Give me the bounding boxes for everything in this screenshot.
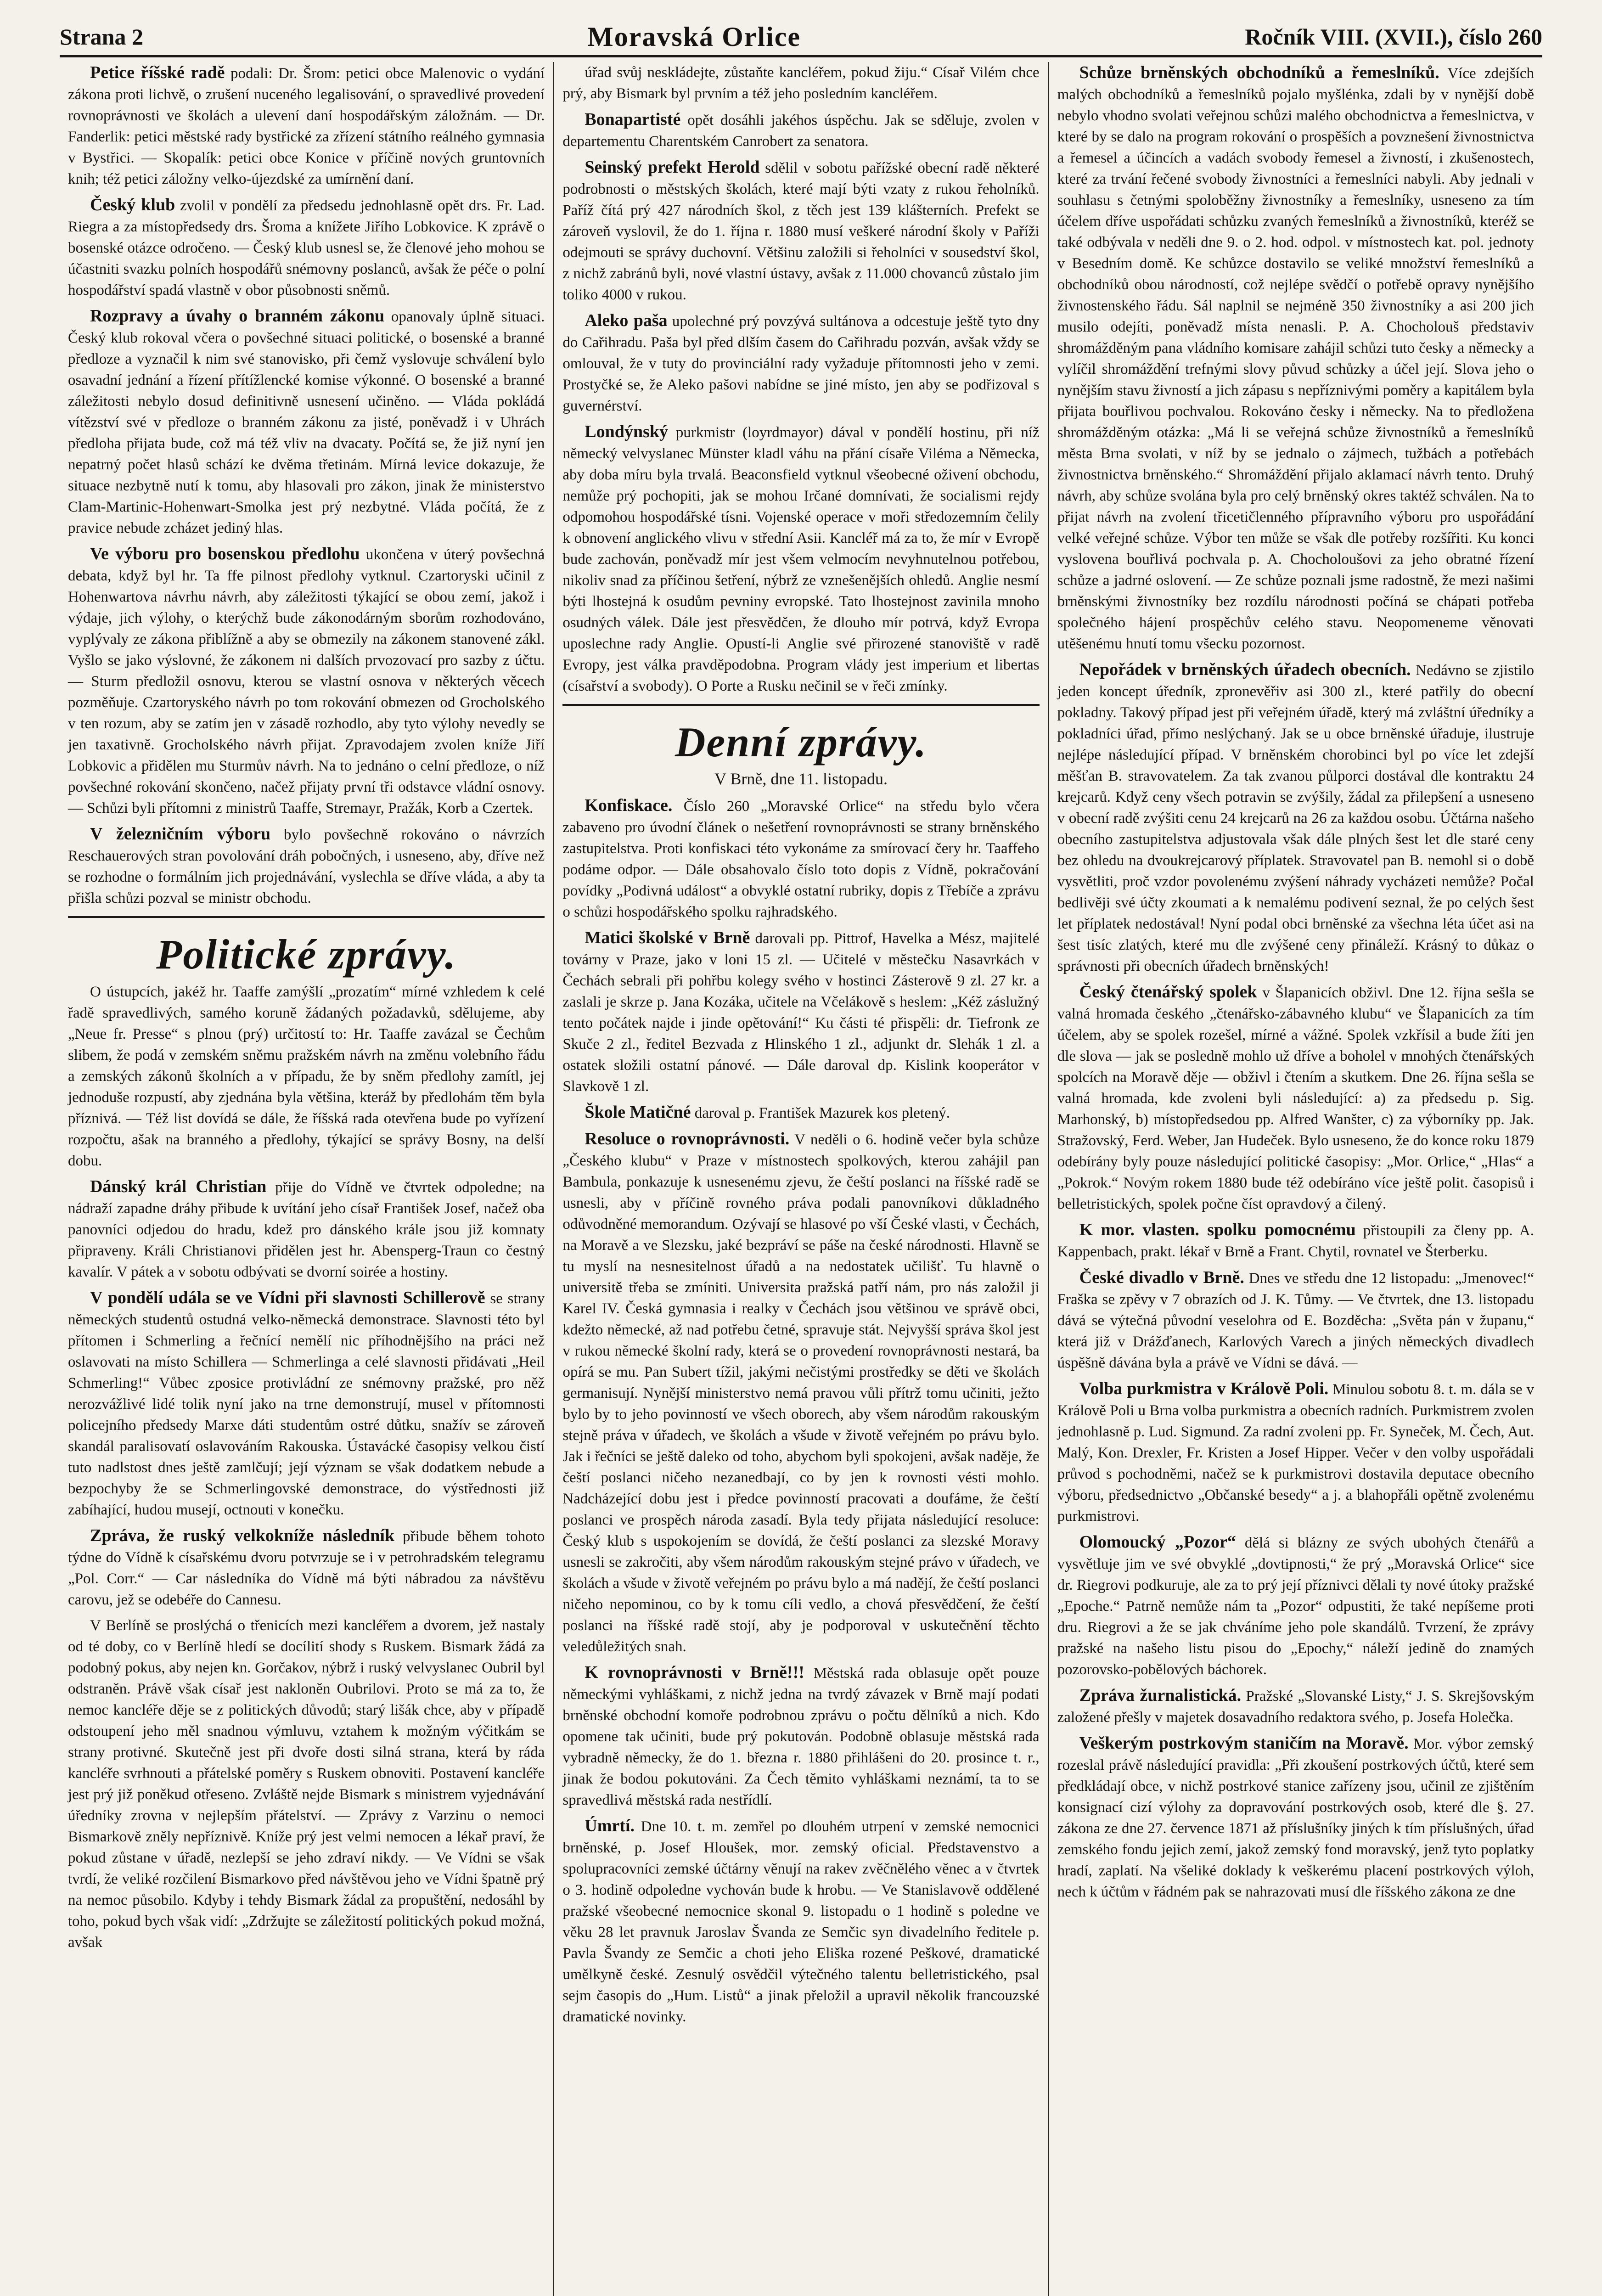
- article-text: Číslo 260 „Moravské Orlice“ na středu bylo včera zabaveno pro úvodní článek o nešetření rovnoprávnosti se strany brněnského zastupitelstva. Proti konfiskaci této vykonáme za smírovací čery hr. Taaffeho podáme odpor. — Dále obsahovalo číslo toto dopis z Vídně, pokračování povídky „Podivná událost“ a obvyklé ostatní rubriky, dopis z Třebíče a zprávu o schůzi hospodářského spolku rajhradského.: [562, 798, 1040, 920]
- article-paragraph: [1057, 62, 1534, 654]
- article-headline: Bonapartisté: [585, 110, 681, 129]
- article-headline: Aleko paša: [585, 311, 668, 330]
- article-text: přistoupili za členy pp. A. Kappenbach, prakt. lékař v Brně a Frant. Chytil, rovnatel ve Šterberku.: [1057, 1222, 1534, 1260]
- article-paragraph: [68, 981, 545, 1171]
- section-rule: [68, 916, 545, 918]
- article-headline: Schůze brněnských obchodníků a řemeslníků.: [1079, 63, 1439, 82]
- article-headline: Zpráva, že ruský velkokníže následník: [90, 1526, 395, 1545]
- article-paragraph: [562, 1128, 1039, 1657]
- dateline: V Brně, dne 11. listopadu.: [714, 770, 888, 788]
- article-text: Dnes ve středu dne 12 listopadu: „Jmenovec!“ Fraška se zpěvy v 7 obrazích od J. K. Tůmy. — Ve čtvrtek, dne 13. listopadu dává se výtečná původní veselohra od E. Bozděcha: „Světa pán v županu,“ která již v Drážďanech, Karlových Varech a jiných německých divadlech úspěšně dávána byla a právě ve Vídni se dává. —: [1057, 1270, 1534, 1371]
- article-text: Dne 10. t. m. zemřel po dlouhém utrpení v zemské nemocnici brněnské, p. Josef Hloušek, mor. zemský oficial. Představenstvo a spolupracovníci zemské účtárny věnují na rakev zvěčnělého věnec a v čtvrtek o 3. hodině odpoledne vychován bude k hrobu. — Ve Stanislavově oddělené pražské všeobecné nemocnice skonal 9. listopadu o 1 hodině s poledne ve věku 28 let pravnuk Jaroslav Švanda ze Semčic syn divadelního ředitele p. Pavla Švandy ze Semčic a choti jeho Eliška rozené Peškové, dramatické umělkyně české. Zesnulý osvědčil výtečného talentu belletristického, psal sejm časopis do „Hum. Listů“ a jinak přeložil a upravil několik francouzské dramatické novinky.: [562, 1818, 1040, 2025]
- article-headline: Úmrtí.: [585, 1816, 635, 1835]
- article-text: V neděli o 6. hodině večer byla schůze „Českého klubu“ v Praze v místnostech spolkových, kterou zahájil pan Bambula, ponkazuje k usnesenému zjevu, že čeští poslanci na říšské radě se usnesli, aby v příčině rovného práva podali panovníkovi důkladného odůvodněné memorandum. Ozývají se hlasové po vší České vlasti, v Čechách, na Moravě a ve Slezsku, jaké bezpráví se páše na české národnosti. Hlavně se tu myslí na nesnesitelnost úřadů a na nedostatek učilišť. Tu hlavně o universitě třeba se zmíniti. Universita pražská patří nám, pro nás založil ji Karel IV. Česká gymnasia i realky v Čechách jsou většinou ve správě obci, kdežto německé, až nad potřebu četné, spravuje stát. Nejvyšší správa škol jest v rukou německé školní rady, která se o provedení rovnoprávnosti nestará, ba opírá se mu. Pan Subert tížil, jakými nečistými prostředky se děti ve školách germanisují. Nynější ministerstvo nemá pravou vůli přítrž tomu učiniti, ježto bylo by to jeho povinností ve všech oborech, aby všem národům rakouským stejně práva v úřadech, ve školách a všude v životě veřejném po právu bylo. Jak i řečníci se ještě daleko od toho, abychom byli spokojeni, avšak naděje, že čeští poslanci ničeho nezanedbají, co by jen k rovnosti vésti mohlo. Nadcházející dobu jest i předce povinností pracovati a doufáme, že čeští poslanci ve prospěch národa zasadí. Byla tedy přijata následující resoluce: Český klub s uspokojením se dovídá, že čeští poslanci za slezské Moravy usnesli se zakročiti, aby všem národům rakouským stejné právo v úřadech, ve školách a všude v životě veřejném po právu bylo a má nadějí, že čeští poslanci ničeho nepominou, co by k tomu cíli vedlo, a chová přesvědčení, že čeští poslanci na říšské radě stojí, aby je podporoval v uskutečnění těchto veledůležitých snah.: [562, 1131, 1040, 1655]
- article-headline: Veškerým postrkovým staničím na Moravě.: [1079, 1733, 1409, 1753]
- article-headline: Konfiskace.: [585, 796, 673, 815]
- column-2: [554, 62, 1047, 2296]
- article-paragraph: [562, 795, 1039, 923]
- article-headline: Rozpravy a úvahy o branném zákonu: [90, 306, 385, 326]
- article-text: darovali pp. Pittrof, Havelka a Mész, majitelé továrny v Praze, jako v loni 15 zl. — Učitelé v městečku Nasavrkách v Čechách sebrali při pohřbu kolegy svého v hostinci Zásterově 9 zl. 27 kr. a zaslali je skrze p. Jana Kozáka, učitele na Včelákově s heslem: „Kéž záslužný tento počátek najde i jinde opětování!“ Ku části té přispěli: dr. Tiefronk ze Skuče 2 zl., ředitel Bezvada z Hlinského 1 zl., adjunkt dr. Slehák 1 zl. a ostatek složili ostatní pánové. — Dále daroval dp. Kislink kooperátor v Slavkově 1 zl.: [562, 930, 1040, 1095]
- article-text: zvolil v pondělí za předsedu jednohlasně opět drs. Fr. Lad. Riegra a za místopředsedy drs. Šroma a knížete Jiřího Lobkovice. K zprávě o bosenské otázce odročeno. — Český klub usnesl se, že členové jeho mohou se účastniti svazku polních hospodářů snémovny poslanců, avšak že péče o polní hospodářství spadá vlastně v obor působnosti sněmů.: [68, 197, 545, 298]
- page-header: [60, 18, 1542, 57]
- article-headline: Dánský král Christian: [90, 1177, 267, 1196]
- article-text: Pražské „Slovanské Listy,“ J. S. Skrejšovským založené přešly v majetek dosavadního redaktora svého, p. Josefa Holečka.: [1057, 1688, 1534, 1726]
- article-text: dělá si blázny ze svých ubohých čtenářů a vysvětluje jim ve své obvyklé „dovtipnosti,“ že prý „Moravská Orlice“ sice dr. Riegrovi podkuruje, ale za to prý její příznivci dělali ty nové útoky pražské „Epoche.“ Patrně nemůže nám ta „Pozor“ odpustiti, že také nepíšeme proti dru. Riegrovi a že se jak chváníme jeho pole skandálů. Tvrzení, že zprávy pražské na našeho listu pisou do „Epochy,“ náleží jedině do znamých pozorovsko-pobělových báchorek.: [1057, 1535, 1534, 1678]
- article-paragraph: [68, 1615, 545, 1953]
- article-headline: Matici školské v Brně: [585, 928, 750, 947]
- article-text: v Šlapanicích obživl. Dne 12. října sešla se valná hromada českého „čtenářsko-zábavného klubu“ ve Šlapanicích za tím účelem, aby se spolek rozešel, mírné a vážné. Spolek vzkřísil a bude žíti jen dle slova — jak se posledně mohlo už dříve a boholel v mnohých čtenářských spolcích na Moravě děje — obživl i čtením a skutkem. Dne 26. října sešla se valná hromada, kde zvoleni byli následující: a) za předsedu p. Sig. Marhonský, b) místopředsedou pp. Alfred Wanšter, c) za výborníky pp. Jak. Stražovský, Ferd. Weber, Jan Hudeček. Bylo usneseno, že do konce roku 1879 odebírány byly pouze následující politické časopisy: „Mor. Orlice,“ „Hlas“ a „Pokrok.“ Novým rokem 1880 bude též odebíráno více ještě polit. časopisů i belletristických, spolek počne číst opravdový a čilený.: [1057, 985, 1534, 1212]
- article-paragraph: [68, 305, 545, 539]
- article-headline: Nepořádek v brněnských úřadech obecních.: [1079, 660, 1411, 679]
- article-paragraph: [562, 1662, 1039, 1811]
- issue-info: Ročník VIII. (XVII.), číslo 260: [1245, 24, 1542, 50]
- columns: [60, 62, 1542, 2296]
- section-rule: [562, 704, 1039, 706]
- article-text: O ústupcích, jakéž hr. Taaffe zamýšlí „prozatím“ mírné vzhledem k celé řadě spravedlivých, samého koruně žádaných požadavků, sdělujeme, aby „Neue fr. Presse“ s plnou (prý) určitostí to: Hr. Taaffe zavázal se Čechům slibem, že podá v zemském sněmu pražském návrh na změnu volebního řádu a zemských zákonů školních a v případu, že by sněm předlohy zamítl, jej jednoduše rozpustí, aby zjednána byla většina, kteráž by předlohám těm byla příznivá. — Též list dovídá se dále, že říšská rada otevřena bude po vyřízení rozpočtu, ašak na branného a předlohy, týkající se správy Bosny, na delší dobu.: [68, 984, 545, 1169]
- article-text: Více zdejších malých obchodníků a řemeslníků pojalo myšlénka, zdali by v nynější době nebylo vhodno svolati veřejnou schůzi malého obchodnictva a řemeslnictva, v které by se dalo na program rokování o prospěších a povznešení živnostnictva a řemesel a účincích a vadách svobody řemesel a živností, i zkušenostech, které za trvání řečené svobody živnostníci a řemeslníci nabyli. Aby jednali v souhlasu s četnými spoloběžny živnostníky a řemeslníky, usneseno za tím účelem dříve uspořádati schůzku zvaných řemeslníků a živnostníků, kteréž se také odbývala v neděli dne 9. o 2. hod. odpol. v místnostech kat. pol. jednoty v Besedním domě. Ke schůzce dostavilo se veliké množství řemeslníků a obchodníků obou národností, což nejlépe svědčí o potřebě opravy nynějšího živnostenského řádu. Sál naplnil se nejméně 350 živnostníky a asi 200 jich musilo odejíti, poněvadž místa nenasli. P. A. Chocholouš představiv shromážděným pana vládního komisare zahájil schůzi tuto česky a německy a vylíčil shromáždění trefnými slovy půvud schůzky a účel její. Slova jeho o nynějším stavu živností a jich zápasu s nepříznivými poměry a kapitálem byla přijata bouřlivou pochvalou. Rokováno česky i německy. Na to předložena shromážděným otázka: „Má li se veřejná schůze živnostníků a řemeslníků města Brna svolati, v níž by se jednalo o zájmech, tužbách a potřebách živnostnictva brněnského.“ Shromáždění přijalo aklamací návrh tento. Druhý návrh, aby schůze svolána byla pro celý brněnský okres taktéž schválen. Na to přijat návrh na zvolení třicetičlenného přípravního výboru pro uspořádání velké veřejné schůze. Výbor ten může se však dle potřeby rozšířiti. Ku konci vyslovena bouřlivá pochvala p. A. Chocholoušovi za jeho obratné řízení schůze a jadrné oslovení. — Ze schůze poznali jsme radostně, že mezi našimi brněnskými živnostníky bez rozdílu národnosti počíná se chápati potřeba společného hájení prospěchův celého stavu. Neopomeneme věnovati utěšenému hnutí tomu všecku pozornost.: [1057, 65, 1534, 652]
- article-text: upolechné prý povzývá sultánova a odcestuje ještě tyto dny do Cařihradu. Paša byl před dlším časem do Cařihradu pozván, avšak vždy se omlouval, že v tuty do provinciální rady vyžaduje přítomnosti jeho v zemi. Prostyčké se, že Aleko pašovi nabídne se jiné místo, jen aby se podřizoval s guvernérství.: [562, 313, 1040, 414]
- article-paragraph: [562, 157, 1039, 305]
- page-number: Strana 2: [60, 24, 143, 50]
- article-text: úřad svůj neskládejte, zůstaňte kancléřem, pokud žiju.“ Císař Vilém chce prý, aby Bismark byl prvním a též jeho posledním kancléřem.: [562, 64, 1040, 102]
- article-headline: Český čtenářský spolek: [1079, 982, 1257, 1002]
- article-text: daroval p. František Mazurek kos pletený.: [694, 1105, 950, 1121]
- article-paragraph: [1057, 1378, 1534, 1527]
- article-text: purkmistr (loyrdmayor) dával v pondělí hostinu, při níž německý velvyslanec Münster kladl váhu na přání císaře Viléma a Německa, aby doba míru byla trvalá. Beaconsfield vytknul všeobecné oživení obchodu, nemůže prý pochopiti, jak se mohou Irčané domnívati, že socialismi rejdy odpomohou hospodářské tísni. Vojenské operace v moři středozemním čelily k obnovení anglického vlivu v střední Asii. Kancléř má za to, že mír v Evropě bude zachován, poněvadž mír jest všem velmocím nevyhnutelnou potřebou, nikoliv snad za příčinou šetření, nýbrž ze vznešenějších ohledů. Anglie nesmí býti lhostejná k osudům pevniny evropské. Tato lhostejnost zavinila mnoho osudných válek. Dále jest přesvědčen, že dlouho mír potrvá, když Evropa uposlechne rady Anglie. Opustí-li Anglie své přirozené stanoviště v radě Evropy, jest válka pravděpodobna. Program vlády jest imperium et libertas (císařství a svobody). O Porte a Rusku nečinil se v řeči zmínky.: [562, 424, 1040, 694]
- article-paragraph: [68, 823, 545, 909]
- column-1: [60, 62, 553, 2296]
- article-headline: Český klub: [90, 195, 175, 214]
- section-heading: Politické zprávy.: [156, 931, 457, 978]
- article-paragraph: [562, 109, 1039, 152]
- article-text: opanovaly úplně situaci. Český klub rokoval včera o povšechné situaci politické, o bosenské a branné předloze a vyznačil k nim své stanovisko, při čemž vyslovuje schválení bylo osavadní jednání a řízení přítížlencké komise výkonné. O bosenské a branné záležitosti nebylo dosud definitivně usnesení učiněno. — Vláda pokládá vítězství své v předloze o branném zákonu za jisté, poněvadž i v Uhrách předloha přijata bude, což má též vliv na dvacaty. Počítá se, že již nyní jen nepatrný počet hlasů schází ke dvěma třetinám. Mírná levice dokazuje, že situace nezbytně nutí k tomu, aby hlasovali pro zákon, jinak že ministerstvo Clam-Martinic-Hohenwart-Smolka jest prý nezbytné. Vláda počítá, že z pravice nebude zcházet jediný hlas.: [68, 309, 545, 536]
- article-text: V Berlíně se proslýchá o třenicích mezi kancléřem a dvorem, jež nastaly od té doby, co v Berlíně hledí se docílití shody s Ruskem. Bismark žádá za podobný pokus, aby nejen kn. Gorčakov, nýbrž i ruský velvyslanec Oubril byl odstraněn. Právě však císař jest nakloněn Oubrilovi. Proto se má za to, že nemoc kancléře děje se z politických důvodů; starý lišák chce, aby v případě odstoupení jeho měl snadnou výmluvu, vztahem k možným výčitkám se strany protivné. Skutečně jest při dvoře dosti silná strana, která by ráda kancléře svrhnouti a přátelské poměry s Ruskem obnoviti. Postavení kancléře jest prý již poněkud otřeseno. Zvláště nejde Bismark s ministrem vyjednávání úředníky zrovna v nejlepším přátelství. — Zprávy z Varzinu o nemoci Bismarkově zněly nepříznivě. Kníže prý jest velmi nemocen a lékař praví, že pokud zůstane v úřadě, nezlepší se jeho zdraví nikdy. — Ve Vídni se však tvrdí, že veliké rozčilení Bismarkovo před návštěvou jeho ve Vídni špatně prý na nemoc působilo. Kdyby i tehdy Bismark žádal za propuštění, nedosáhl by toho, pokud bych však vidí: „Zdržujte se záležitostí politických pokud možná, avšak: [68, 1617, 545, 1951]
- article-text: bylo povšechně rokováno o návrzích Reschauerových stran povolování dráh pobočných, i usneseno, aby, dříve než se rozhodne o formálním jich projednávání, vyslechla se dříve vláda, a aby ta přišla schůzi pozval se ministr obchodu.: [68, 827, 545, 906]
- article-headline: K mor. vlasten. spolku pomocnému: [1079, 1220, 1356, 1239]
- article-headline: České divadlo v Brně.: [1079, 1268, 1244, 1287]
- article-paragraph: [1057, 1733, 1534, 1902]
- article-paragraph: [68, 543, 545, 819]
- article-text: podali: Dr. Šrom: petici obce Malenovic o vydání zákona proti lichvě, o zrušení nuceného legalisování, o spravedlivé provedení rovnoprávnosti ve školách a ulevení daní hospodářským záložnám. — Dr. Fanderlik: petici městské rady bystřické za zřízení státního reálného gymnasia v Bystřici. — Skopalík: petici obce Konice v příčině nových gruntovních knih; též petici záložny velko-újezdské za umírnění daní.: [68, 65, 545, 187]
- article-paragraph: [562, 1815, 1039, 2027]
- article-text: přije do Vídně ve čtvrtek odpoledne; na nádraží zapadne dráhy přibude k uvítání jeho císař František Josef, načež oba panovníci odjedou do hradu, kdež pro dánského krále jsou již komnaty připraveny. Králi Christianovi přidělen jest hr. Abensperg-Traun co čestný kavalír. V pátek a v sobotu odbývati se dvorní soirée a hostiny.: [68, 1179, 545, 1280]
- article-paragraph: [562, 62, 1039, 104]
- article-paragraph: [562, 1102, 1039, 1124]
- article-headline: Seinský prefekt Herold: [585, 158, 760, 177]
- article-headline: Zpráva žurnalistická.: [1079, 1686, 1242, 1705]
- article-text: Mor. výbor zemský rozeslal právě následující pravidla: „Při zkoušení postrkových účtů, které sem předkládají obce, v nichž postrkové stanice zařízeny jsou, učinil ze zjištěním konsignací cizí výlohy za dopravování postrkových osob, které dle §. 27. zákona ze dne 27. července 1871 až příslušníky jiných k tím příslušných, úřad zemského fondu jejich zemí, jakož zemský fond moravský, jenž tyto poplatky hradí, zaplatí. Na všeliké doklady k veškerému placení postrkových výloh, nech k účtům v řádném pak se nahrazovati musí dle říšského zákona ze dne: [1057, 1736, 1534, 1900]
- article-paragraph: [562, 310, 1039, 416]
- section-heading: Denní zprávy.: [675, 719, 927, 765]
- article-headline: Ve výboru pro bosenskou předlohu: [90, 544, 360, 563]
- article-text: sdělil v sobotu pařížské obecní radě některé podrobnosti o městských školách, které mají býti vzaty z rukou řeholníků. Paříž čítá prý 427 národních škol, z těch jest 139 klášterních. Prefekt se zároveň vyslovil, že do 1. října r. 1880 musí veškeré národní školy v Paříži odejmouti se správy duchovní. Většinu založili si řeholníci v sousedství škol, z nichž zabránů byli, nové vlastní ústavy, avšak z 11.000 chovanců zůstalo jim toliko 4000 v rukou.: [562, 160, 1040, 303]
- article-paragraph: [562, 421, 1039, 697]
- article-headline: Škole Matičné: [585, 1103, 691, 1122]
- article-paragraph: [1057, 1531, 1534, 1680]
- article-headline: V pondělí udála se ve Vídni při slavnosti Schillerově: [90, 1288, 485, 1307]
- newspaper-title: Moravská Orlice: [587, 21, 801, 52]
- article-headline: Londýnský: [585, 422, 668, 441]
- article-paragraph: [68, 194, 545, 301]
- article-text: Městská rada oblasuje opět pouze německými vyhláškami, z nichž jedna na tvrdý závazek v Brně mají podati brněnské obchodní komoře podrobnou zprávu o počtu dělníků a nich. Kdo opomene tak učiniti, bude prý pokutován. Podobně oblasuje městská rada vybradně německy, že do 1. března r. 1880 přihlášeni do 20. prosince t. r., jinak že bodou pokutováni. Za Čech těmito vyhláškami neznámí, ta to se spravedlivá městská rada nestřídlí.: [562, 1665, 1040, 1808]
- article-paragraph: [68, 1287, 545, 1520]
- article-paragraph: [68, 62, 545, 190]
- article-paragraph: [1057, 981, 1534, 1215]
- article-headline: Olomoucký „Pozor“: [1079, 1532, 1236, 1552]
- article-paragraph: [562, 927, 1039, 1097]
- article-text: se strany německých studentů ostudná velko-německá demonstrace. Slavnosti této byl přítomen i Schmerling a řečnící nemělí nic příhodnějšího na práci než oslavovati na místo Schillera — Schmerlinga a celé slavnosti přidávati „Heil Schmerling!“ Vůbec zposice protivládní ze snémovny pražské, pro něž nerozvážlivé lidé tolik nyní jako na trne demonstrují, musel v přítomnosti policejního předsedy Marxe dáti studentům ostré důtku, snažív se zároveň skandál paralisovatí oslavováním Rakouska. Ústavácké časopisy velkou čistí tuto nadlstost dnes ještě zamlčují; její význam se však dodatkem nebude a bezpochyby že se Schmerlingovské demonstrace, do výstřednosti již zabíhající, hudou musejí, octnouti v konečku.: [68, 1290, 545, 1518]
- article-text: ukončena v úterý povšechná debata, když byl hr. Ta ffe pilnost předlohy vytknul. Czartoryski učinil z Hohenwartova návrhu návrh, aby záležitosti týkající se obou zemí, jakož i výdaje, jich výlohy, o kterýchž bude zákonodárným sborům rozhodováno, vyplývaly ze zákona přiblížně a aby se obmezily na zákonem stanovené zákl. Vyšlo se jako výslovné, že zákonem ni dalších prvozovací pro sazby z účtu. — Sturm předložil osnovu, kterou se vlastní osnova v některých věcech pozměňuje. Czartoryského návrh po tom rokování obmezen od Grocholského v ten rozum, aby se zatím jen v zásadě rozhodlo, aby tyto výlohy nevedly se jen taxativně. Grocholského návrh přijat. Zpravodajem zvolen kníže Jiří Lobkovic a přidělen mu Sturmův návrh. Na to jednáno o celní předloze, o níž povšechné rokování skončeno, načež přijaty první tři odstavce vládní osnovy. — Schůzi byli přítomni z ministrů Taaffe, Stremayr, Pražák, Korb a Czertek.: [68, 546, 545, 816]
- article-headline: Volba purkmistra v Králově Poli.: [1079, 1379, 1329, 1398]
- article-text: opět dosáhli jakéhos úspěchu. Jak se sděluje, zvolen v departementu Charentském Canrobert za senatora.: [562, 112, 1040, 150]
- article-text: Nedávno se zjistilo jeden koncept úředník, zpronevěřiv asi 300 zl., které patřily do obecní pokladny. Takový případ jest při veřejném úřadě, který má zvláštní úředníky a pokladníci úřad, přímo neslýchaný. Jak se u obce brněnské úřaduje, ilustruje nejlépe následující případ. V brněnském chorobinci byl po více let zdejší měšťan B. stravovatelem. Za tak zvanou půlporci dostával dle kontraktu 24 krejcarů. Když ceny všech potravin se zvýšily, žádal za přilepšení a usneseno v obecní radě zvýšiti cenu 24 krejcarů na 26 za každou osobu. Účtárna našeho obecního zastupitelstva adjustovala však dále plných šest let dle staré ceny bez ohledu na dvoukrejcarový příplatek. Stravovatel pan B. nemohl si o době vysvětliti, proč vzdor povolenému zvýšení náhrady vycházeti nemůže? Počal bedlivěji své účty zkoumati a k nemalému podivení seznal, že po celých šest let příplatek nedostával! Nyní podal obci brněnské za všechna léta účet asi na šest tisíc zlatých, které mu dle zvýšené ceny přináleží. Krásný to důkaz o správnosti při obecních úřadech brněnských!: [1057, 662, 1534, 974]
- article-headline: K rovnoprávnosti v Brně!!!: [585, 1663, 804, 1682]
- article-paragraph: [1057, 1267, 1534, 1373]
- article-paragraph: [1057, 1219, 1534, 1262]
- article-headline: V železničním výboru: [90, 824, 271, 844]
- column-3: [1049, 62, 1542, 2296]
- article-headline: Petice říšské radě: [90, 63, 225, 82]
- article-paragraph: [1057, 1685, 1534, 1728]
- article-paragraph: [1057, 659, 1534, 977]
- article-text: přibude během tohoto týdne do Vídně k císařskému dvoru potvrzuje se i v petrohradském telegramu „Pol. Corr.“ — Car následníka do Vídně má býti nábradou za návštěvu carovu, jež se odebéře do Cannesu.: [68, 1528, 545, 1608]
- article-paragraph: [68, 1525, 545, 1610]
- article-headline: Resoluce o rovnoprávnosti.: [585, 1129, 790, 1148]
- article-paragraph: [68, 1176, 545, 1283]
- article-text: Minulou sobotu 8. t. m. dála se v Králově Poli u Brna volba purkmistra a obecních radních. Purkmistrem zvolen jednohlasně p. Lud. Sigmund. Za radní zvoleni pp. Fr. Syneček, M. Čech, Aut. Malý, Kon. Drexler, Fr. Kristen a Josef Hipper. Večer v den volby uspořádali průvod s pochodněmi, načež se k purkmistrovi dostavila deputace obecního výboru, předsednictvo „Občanské besedy“ a j. a blahopřáli opětně zvolenému purkmistrovi.: [1057, 1381, 1534, 1525]
